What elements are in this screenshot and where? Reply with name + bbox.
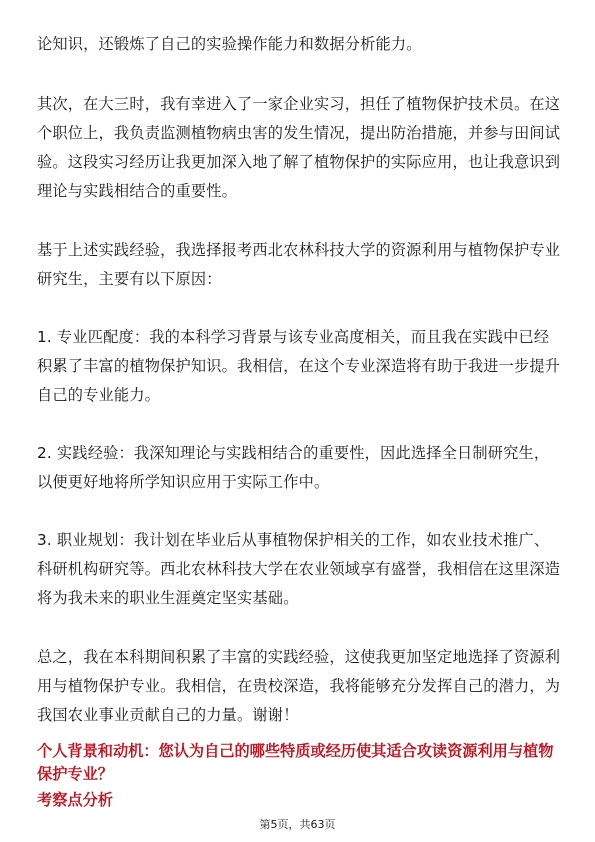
question-heading: 个人背景和动机：您认为自己的哪些特质或经历使其适合攻读资源利用与植物保护专业？ — [37, 742, 554, 783]
section-title-analysis: 考察点分析 — [37, 791, 113, 809]
paragraph-internship: 其次，在大三时，我有幸进入了一家企业实习，担任了植物保护技术员。在这个职位上，我负责监测植物病虫害的发生情况，提出防治措施，并参与田间试验。这段实习经历让我更加深入地了解了植物保护的实际应用，也让我意识到理论与实践相结合的重要性。 — [37, 95, 561, 200]
paragraph-intro-continuation: 论知识，还锻炼了自己的实验操作能力和数据分析能力。 — [37, 35, 422, 53]
page-footer: 第5页，共63页 — [259, 818, 336, 831]
paragraph-reason-3: 3. 职业规划：我计划在毕业后从事植物保护相关的工作，如农业技术推广、科研机构研究等。西北农林科技大学在农业领域享有盛誉，我相信在这里深造将为我未来的职业生涯奠定坚实基础。 — [37, 531, 561, 607]
paragraph-reason-2: 2. 实践经验：我深知理论与实践相结合的重要性，因此选择全日制研究生，以便更好地将所学知识应用于实际工作中。 — [37, 444, 550, 491]
paragraph-reason-1: 1. 专业匹配度：我的本科学习背景与该专业高度相关，而且我在实践中已经积累了丰富的植物保护知识。我相信，在这个专业深造将有助于我进一步提升自己的专业能力。 — [37, 328, 561, 404]
paragraph-reasons-intro: 基于上述实践经验，我选择报考西北农林科技大学的资源利用与植物保护专业研究生，主要有以下原因： — [37, 241, 561, 288]
paragraph-conclusion: 总之，我在本科期间积累了丰富的实践经验，这使我更加坚定地选择了资源利用与植物保护专业。我相信，在贵校深造，我将能够充分发挥自己的潜力，为我国农业事业贡献自己的力量。谢谢！ — [37, 648, 561, 724]
